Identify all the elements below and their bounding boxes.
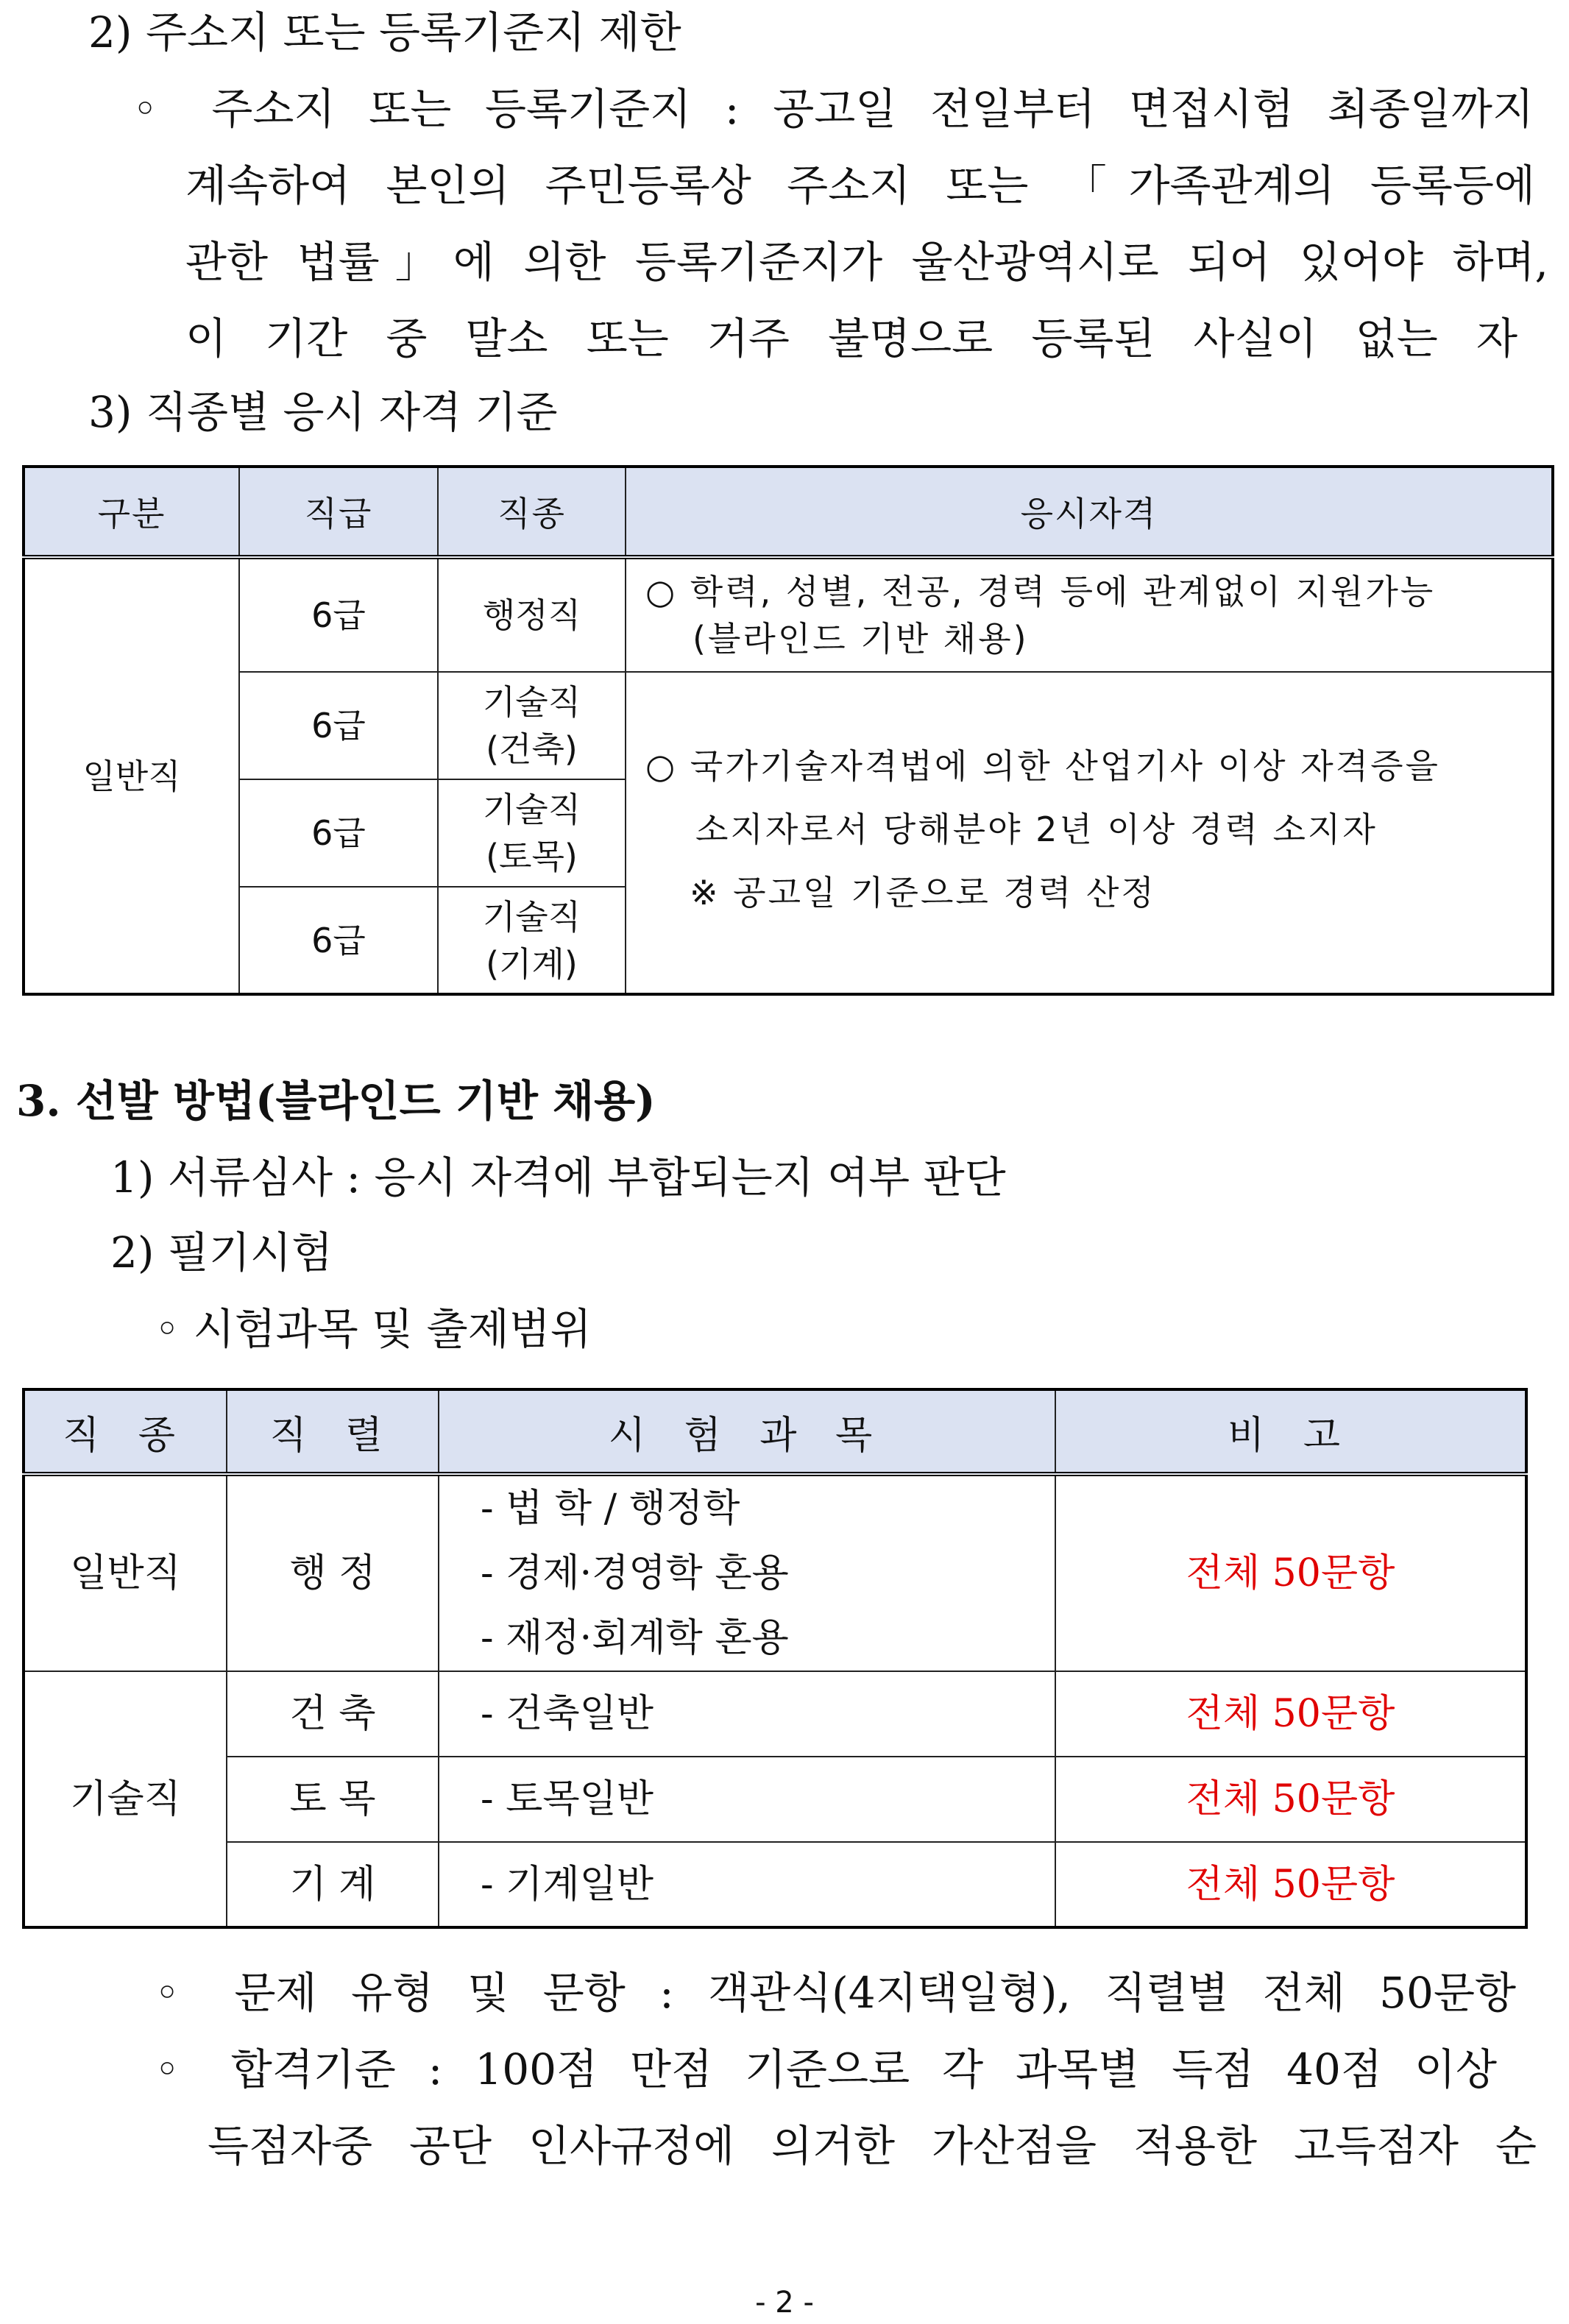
document-screening-item: 1) 서류심사 : 응시 자격에 부합되는지 여부 판단 [110, 1152, 1006, 1202]
table-row [24, 1474, 1526, 1671]
series-cell: 기 계 [227, 1842, 439, 1927]
table-row [24, 1671, 1526, 1757]
pass-criteria-line-1: ◦ 합격기준 : 100점 만점 기준으로 각 과목별 득점 40점 이상 [155, 2044, 1497, 2094]
grade-cell: 6급 [239, 557, 438, 672]
grade-cell: 6급 [239, 672, 438, 779]
admin-qualification-cell [626, 557, 1553, 672]
note-cell: 전체 50문항 [1055, 1757, 1526, 1842]
job-name: 기술직 [482, 682, 581, 722]
series-cell: 토 목 [227, 1757, 439, 1842]
address-rule-line-3: 관한 법률」에 의한 등록기준지가 울산광역시로 되어 있어야 하며, [185, 237, 1548, 287]
series-cell: 행 정 [227, 1474, 439, 1671]
subject-line: - 경제·경영학 혼용 [481, 1551, 789, 1595]
address-rule-line-4: 이 기간 중 말소 또는 거주 불명으로 등록된 사실이 없는 자 [185, 313, 1517, 364]
header-job: 직종 [438, 467, 626, 557]
exam-subject-table [22, 1388, 1528, 1929]
job-cell [438, 779, 626, 887]
job-field: (건축) [486, 729, 578, 769]
subject-cell: - 토목일반 [439, 1757, 1055, 1842]
section-2-3-heading: 3) 직종별 응시 자격 기준 [88, 387, 558, 437]
grade-cell: 6급 [239, 779, 438, 887]
qualification-table-header [24, 467, 1553, 557]
section-3-heading: 3. 선발 방법(블라인드 기반 채용) [16, 1076, 656, 1126]
job-type-cell: 일반직 [24, 1474, 227, 1671]
admin-qualification-line-1: ○ 학력, 성별, 전공, 경력 등에 관계없이 지원가능 [645, 572, 1436, 612]
address-rule-line-1: ◦ 주소지 또는 등록기준지 : 공고일 전일부터 면접시험 최종일까지 [132, 84, 1534, 134]
job-cell: 행정직 [438, 557, 626, 672]
category-cell: 일반직 [24, 557, 239, 994]
header-subjects: 시 험 과 목 [439, 1389, 1055, 1474]
subjects-cell [439, 1474, 1055, 1671]
header-qualification: 응시자격 [626, 467, 1553, 557]
series-cell: 건 축 [227, 1671, 439, 1757]
job-cell [438, 887, 626, 994]
job-field: (토목) [486, 837, 578, 876]
grade-cell: 6급 [239, 887, 438, 994]
header-grade: 직급 [239, 467, 438, 557]
question-type-line: ◦ 문제 유형 및 문항 : 객관식(4지택일형), 직렬별 전체 50문항 [155, 1968, 1516, 2018]
job-type-cell: 기술직 [24, 1671, 227, 1927]
exam-table-header [24, 1389, 1526, 1474]
admin-qualification-line-2: (블라인드 기반 채용) [693, 619, 1029, 659]
tech-qualification-cell [626, 672, 1553, 994]
tech-qualification-note: ※ 공고일 기준으로 경력 산정 [690, 872, 1156, 913]
subject-cell: - 건축일반 [439, 1671, 1055, 1757]
table-row [24, 1842, 1526, 1927]
tech-qualification-line-1: ○ 국가기술자격법에 의한 산업기사 이상 자격증을 [645, 745, 1440, 786]
job-field: (기계) [486, 943, 578, 984]
note-cell: 전체 50문항 [1055, 1671, 1526, 1757]
table-row [24, 1757, 1526, 1842]
note-cell: 전체 50문항 [1055, 1474, 1526, 1671]
page-number: - 2 - [755, 2286, 814, 2320]
header-series: 직 렬 [227, 1389, 439, 1474]
qualification-table [22, 465, 1554, 996]
pass-criteria-line-2: 득점자중 공단 인사규정에 의거한 가산점을 적용한 고득점자 순 [208, 2121, 1537, 2171]
job-name: 기술직 [482, 790, 581, 829]
header-category: 구분 [24, 467, 239, 557]
header-note: 비 고 [1055, 1389, 1526, 1474]
note-cell: 전체 50문항 [1055, 1842, 1526, 1927]
table-row [24, 672, 1553, 779]
subject-cell: - 기계일반 [439, 1842, 1055, 1927]
exam-subjects-subheading: ◦ 시험과목 및 출제범위 [155, 1304, 592, 1354]
written-exam-item: 2) 필기시험 [110, 1227, 333, 1278]
subject-line: - 법 학 / 행정학 [481, 1487, 740, 1531]
subject-line: - 재정·회계학 혼용 [481, 1616, 789, 1660]
job-name: 기술직 [482, 896, 581, 937]
header-job-type: 직 종 [24, 1389, 227, 1474]
job-cell [438, 672, 626, 779]
table-row [24, 557, 1553, 672]
tech-qualification-line-2: 소지자로서 당해분야 2년 이상 경력 소지자 [695, 809, 1378, 849]
section-2-2-heading: 2) 주소지 또는 등록기준지 제한 [88, 7, 681, 57]
address-rule-line-2: 계속하여 본인의 주민등록상 주소지 또는 「가족관계의 등록등에 [185, 160, 1535, 210]
